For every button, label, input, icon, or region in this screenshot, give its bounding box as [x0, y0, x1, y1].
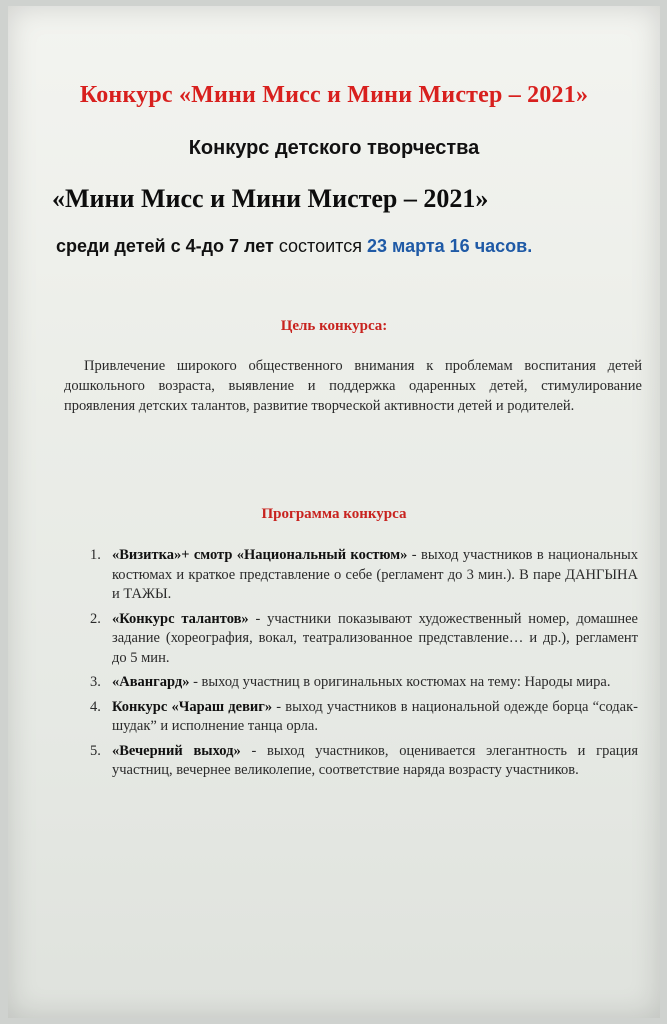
- item-description: - участники показывают художественный номер, домашнее задание (хореография, вокал, театрализованное представление… и др.), регламент до 5 мин.: [112, 610, 638, 666]
- item-description: - выход участников в национальной одежде борца “содак-шудак” и исполнение танца орла.: [112, 698, 638, 734]
- program-heading: Программа конкурса: [261, 506, 407, 522]
- will-take-place-text: состоится: [273, 236, 367, 256]
- item-name: «Вечерний выход»: [112, 742, 241, 759]
- program-item-1: [90, 546, 638, 605]
- item-name: «Авангард»: [112, 674, 190, 690]
- item-name: Конкурс «Чараш девиг»: [112, 698, 273, 715]
- item-number: 3.: [90, 674, 101, 690]
- event-date-text: 23 марта 16 часов.: [366, 236, 533, 256]
- goal-paragraph: Привлечение широкого общественного внимания к проблемам воспитания детей дошкольного возраста, выявление и поддержка одаренных детей, стимулирование проявления детских талантов, развитие творческой активности детей и родителей.: [64, 358, 642, 414]
- item-number: 1.: [90, 547, 101, 563]
- contest-name: «Мини Мисс и Мини Мистер – 2021»: [52, 184, 489, 213]
- program-item-3: [90, 673, 638, 693]
- item-description: - выход участников в национальных костюмах и краткое представление о себе (регламент до 3 мин.). В паре ДАНГЫНА и ТАЖЫ.: [112, 547, 638, 602]
- program-item-4: [90, 698, 638, 737]
- date-line: [56, 236, 532, 257]
- program-item-5: [90, 742, 638, 781]
- item-name: «Конкурс талантов»: [112, 610, 249, 627]
- subtitle: Конкурс детского творчества: [188, 137, 480, 159]
- item-name: «Визитка»+ смотр «Национальный костюм»: [112, 547, 408, 563]
- item-number: 5.: [90, 742, 101, 759]
- document-page: [8, 6, 660, 1018]
- item-description: - выход участников, оценивается элегантность и грация участниц, вечернее великолепие, соответствие наряда возрасту участников.: [112, 742, 638, 778]
- main-title: Конкурс «Мини Мисс и Мини Мистер – 2021»: [79, 82, 589, 108]
- program-item-2: [90, 610, 638, 669]
- goal-heading: Цель конкурса:: [280, 318, 388, 334]
- age-range-text: среди детей с 4-до 7 лет: [56, 236, 274, 256]
- item-number: 2.: [90, 610, 101, 627]
- item-description: - выход участниц в оригинальных костюмах на тему: Народы мира.: [189, 674, 611, 690]
- program-list: [90, 546, 638, 786]
- item-number: 4.: [90, 698, 101, 715]
